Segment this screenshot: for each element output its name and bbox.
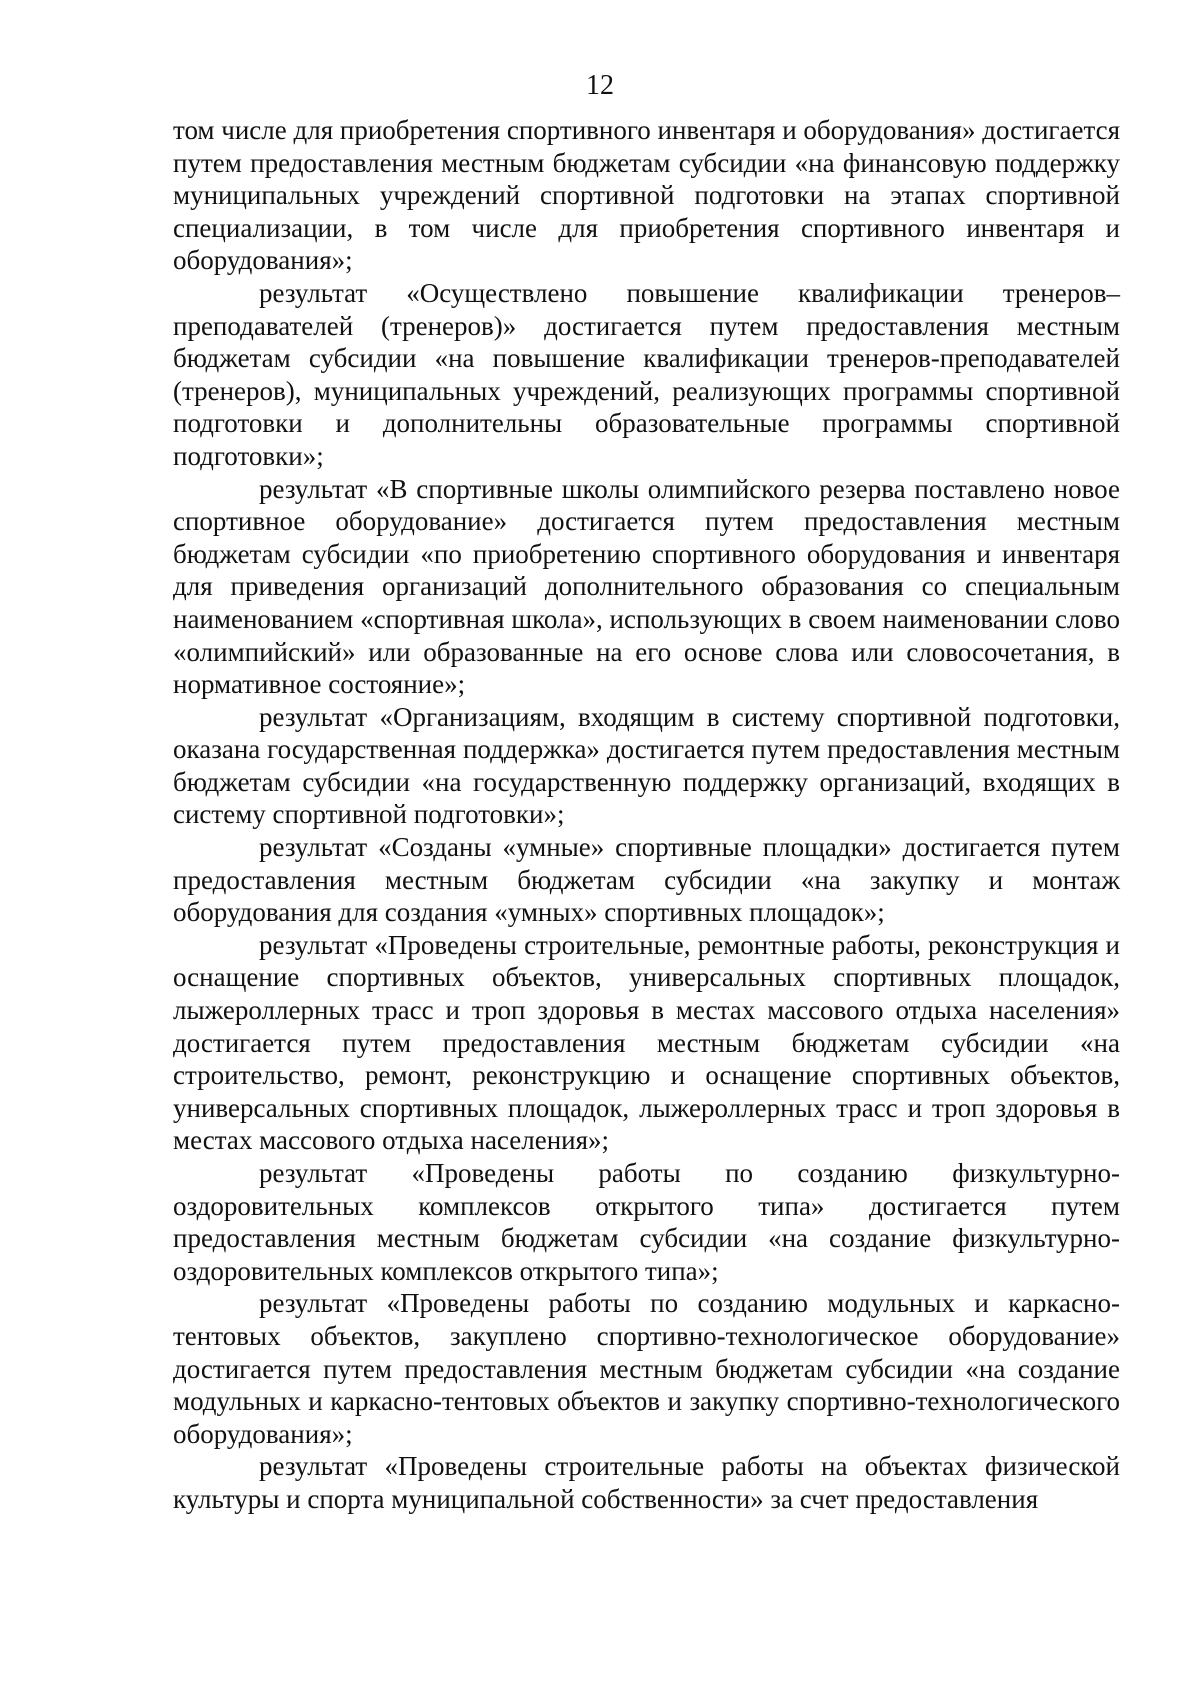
paragraph-municipal-construction: результат «Проведены строительные работы на объектах физической культуры и спорта муниципальной собственности» за счет предоставления: [173, 1451, 1120, 1514]
paragraph-sports-training-support: результат «Организациям, входящим в систему спортивной подготовки, оказана государственная поддержка» достигается путем предоставления местным бюджетам субсидии «на государственную поддержку организаций, входящих в систему спортивной подготовки»;: [173, 701, 1120, 830]
paragraph-open-fitness-complexes: результат «Проведены работы по созданию физкультурно-оздоровительных комплексов открытого типа» достигается путем предоставления местным бюджетам субсидии «на создание физкультурно-оздоровительных комплексов открытого типа»;: [173, 1158, 1120, 1286]
paragraph-modular-tent-objects: результат «Проведены работы по созданию модульных и каркасно-тентовых объектов, закуплено спортивно-технологическое оборудование» достигается путем предоставления местным бюджетам субсидии «на создание модульных и каркасно-тентовых объектов и закупку спортивно-технологического оборудования»;: [173, 1288, 1120, 1449]
page-number: 12: [586, 70, 614, 101]
document-body: [173, 114, 1120, 1516]
paragraph-smart-sports-grounds: результат «Созданы «умные» спортивные площадки» достигается путем предоставления местным бюджетам субсидии «на закупку и монтаж оборудования для создания «умных» спортивных площадок»;: [173, 832, 1120, 928]
paragraph-trainer-qualification: результат «Осуществлено повышение квалификации тренеров–преподавателей (тренеров)» достигается путем предоставления местным бюджетам субсидии «на повышение квалификации тренеров-преподавателей (тренеров), муниципальных учреждений, реализующих программы спортивной подготовки и дополнительны образовательные программы спортивной подготовки»;: [173, 277, 1120, 471]
paragraph-continuation: том числе для приобретения спортивного инвентаря и оборудования» достигается путем предоставления местным бюджетам субсидии «на финансовую поддержку муниципальных учреждений спортивной подготовки на этапах спортивной специализации, в том числе для приобретения спортивного инвентаря и оборудования»;: [173, 115, 1120, 276]
paragraph-construction-repair-works: результат «Проведены строительные, ремонтные работы, реконструкция и оснащение спортивных объектов, универсальных спортивных площадок, лыжероллерных трасс и троп здоровья в местах массового отдыха населения» достигается путем предоставления местным бюджетам субсидии «на строительство, ремонт, реконструкцию и оснащение спортивных объектов, универсальных спортивных площадок, лыжероллерных трасс и троп здоровья в местах массового отдыха населения»;: [173, 929, 1120, 1156]
paragraph-olympic-reserve-equipment: результат «В спортивные школы олимпийского резерва поставлено новое спортивное оборудование» достигается путем предоставления местным бюджетам субсидии «по приобретению спортивного оборудования и инвентаря для приведения организаций дополнительного образования со специальным наименованием «спортивная школа», использующих в своем наименовании слово «олимпийский» или образованные на его основе слова или словосочетания, в нормативное состояние»;: [173, 473, 1120, 700]
